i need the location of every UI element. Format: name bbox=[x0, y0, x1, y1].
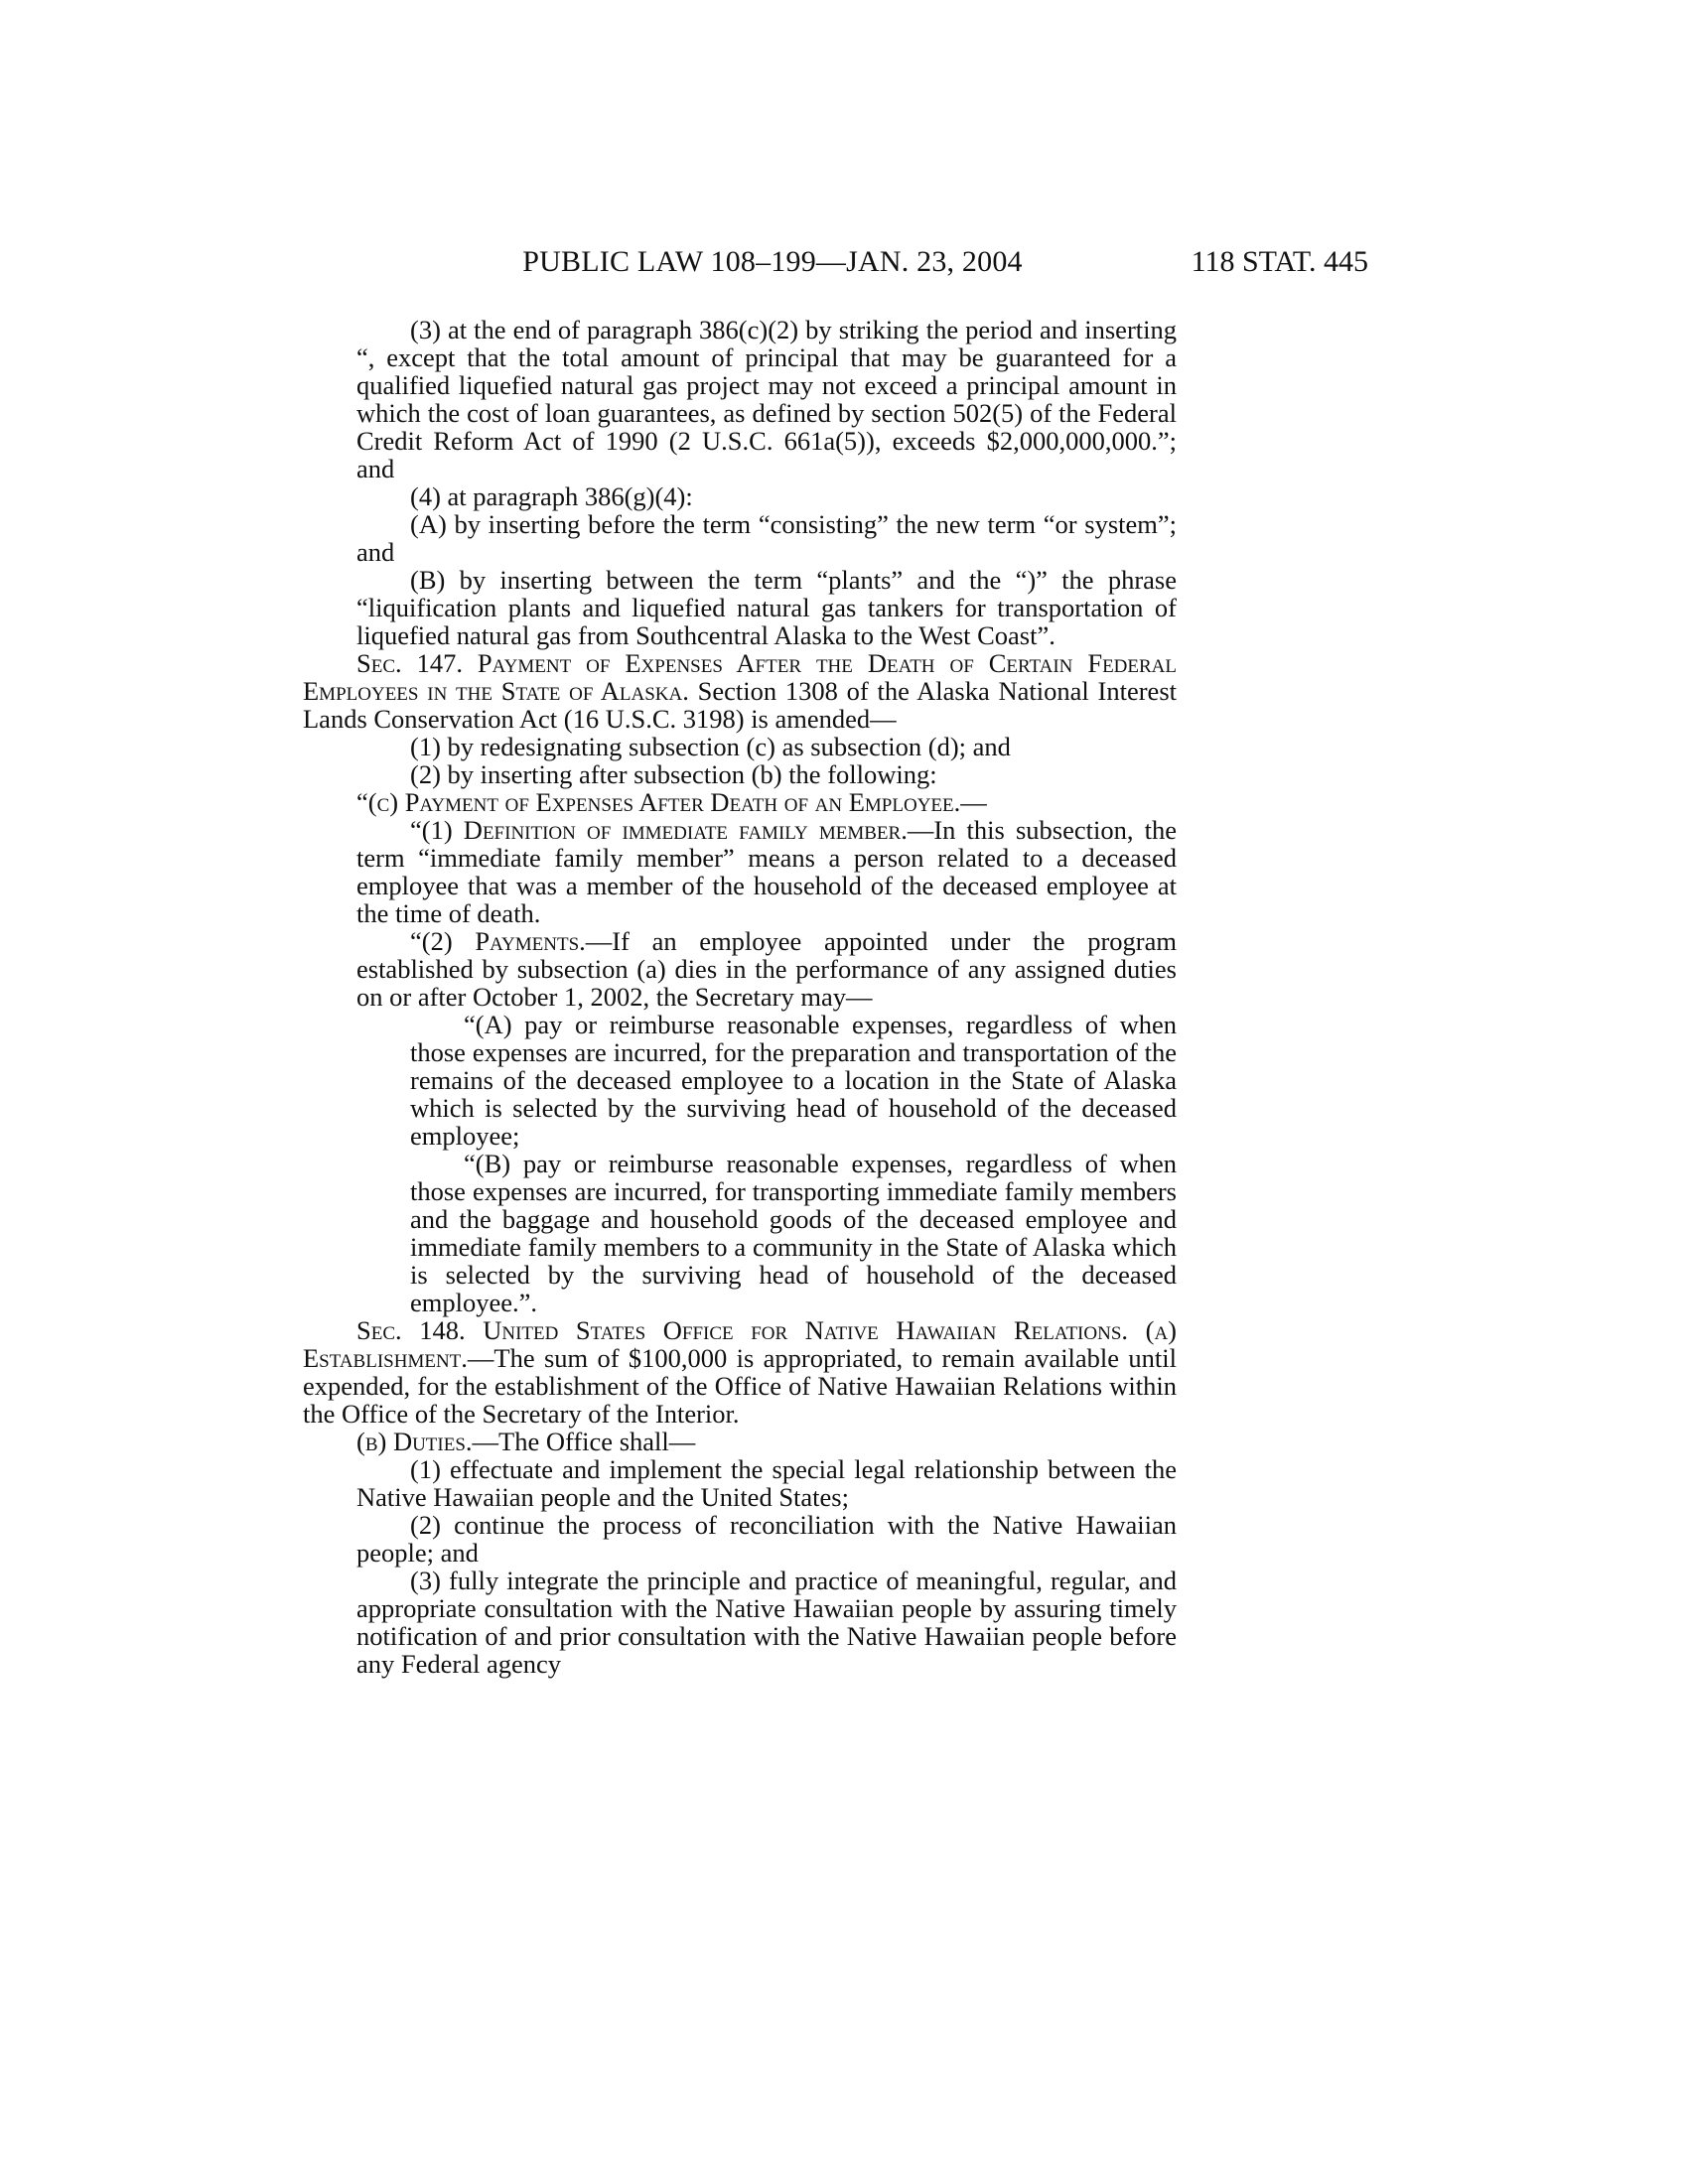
paragraph: (1) by redesignating subsection (c) as subsection (d); and bbox=[410, 732, 1011, 761]
section-heading: “(c) Payment of Expenses After Death of an Employee.— bbox=[356, 787, 987, 817]
paragraph-heading: “(1) Definition of immediate family member.— bbox=[410, 815, 934, 845]
paragraph: (1) effectuate and implement the special legal relationship between the Native Hawaiian people and the United States; bbox=[356, 1454, 1177, 1512]
paragraph: “(A) pay or reimburse reasonable expenses, regardless of when those expenses are incurred, for the preparation and transportation of the remains of the deceased employee to a location in the State of Alaska which is selected by the surviving head of household of the deceased employee; bbox=[410, 1010, 1177, 1151]
section-heading: Sec. 148. United States Office for Native Hawaiian Relations. (a) Establishment.— bbox=[303, 1315, 1177, 1373]
section-heading: Sec. 147. Payment of Expenses After the Death of Certain Federal Employees in the State of Alaska. bbox=[303, 648, 1177, 706]
page-header bbox=[298, 245, 1368, 285]
section-148-paragraph: Sec. 148. United States Office for Native Hawaiian Relations. (a) Establishment.—The sum of $100,000 is appropriated, to remain available until expended, for the establishment of the Office of Native Hawaiian Relations within the Office of the Secretary of the Interior. bbox=[303, 1315, 1177, 1429]
running-head-title: PUBLIC LAW 108–199—JAN. 23, 2004 bbox=[522, 245, 1023, 278]
section-147-paragraph: Sec. 147. Payment of Expenses After the Death of Certain Federal Employees in the State of Alaska. Section 1308 of the Alaska National Interest Lands Conservation Act (16 U.S.C. 3198) is amended— bbox=[303, 648, 1177, 734]
paragraph: (3) fully integrate the principle and practice of meaningful, regular, and appropriate consultation with the Native Hawaiian people by assuring timely notification of and prior consultation with the Native Hawaiian people before any Federal agency bbox=[356, 1566, 1177, 1679]
paragraph: (2) continue the process of reconciliation with the Native Hawaiian people; and bbox=[356, 1510, 1177, 1568]
paragraph: “(2) Payments.—If an employee appointed under the program established by subsection (a) dies in the performance of any assigned duties on or after October 1, 2002, the Secretary may— bbox=[356, 926, 1177, 1012]
paragraph: (4) at paragraph 386(g)(4): bbox=[410, 481, 693, 511]
paragraph: (A) by inserting before the term “consisting” the new term “or system”; and bbox=[356, 509, 1177, 567]
paragraph: (B) by inserting between the term “plants” and the “)” the phrase “liquification plants and liquefied natural gas tankers for transportation of liquefied natural gas from Southcentral Alaska to the West Coast”. bbox=[356, 565, 1177, 650]
paragraph: (2) by inserting after subsection (b) the following: bbox=[410, 759, 937, 789]
paragraph: (b) Duties.—The Office shall— bbox=[356, 1427, 696, 1456]
subsection-heading-paragraph bbox=[303, 788, 1177, 816]
statute-page-number: 118 STAT. 445 bbox=[1191, 245, 1368, 278]
paragraph: “(1) Definition of immediate family member.—In this subsection, the term “immediate family member” means a person related to a deceased employee that was a member of the household of the deceased employee at the time of death. bbox=[356, 815, 1177, 928]
paragraph-heading: “(2) Payments.— bbox=[410, 926, 613, 956]
document-body bbox=[303, 316, 1177, 1678]
paragraph: “(B) pay or reimburse reasonable expenses, regardless of when those expenses are incurred, for transporting immediate family members and the baggage and household goods of the deceased employee and immediate family members to a community in the State of Alaska which is selected by the surviving head of household of the deceased employee.”. bbox=[410, 1149, 1177, 1317]
paragraph-heading: (b) Duties.— bbox=[356, 1427, 499, 1456]
paragraph: (3) at the end of paragraph 386(c)(2) by striking the period and inserting “, except that the total amount of principal that may be guaranteed for a qualified liquefied natural gas project may not exceed a principal amount in which the cost of loan guarantees, as defined by section 502(5) of the Federal Credit Reform Act of 1990 (2 U.S.C. 661a(5)), exceeds $2,000,000,000.”; and bbox=[356, 315, 1177, 483]
